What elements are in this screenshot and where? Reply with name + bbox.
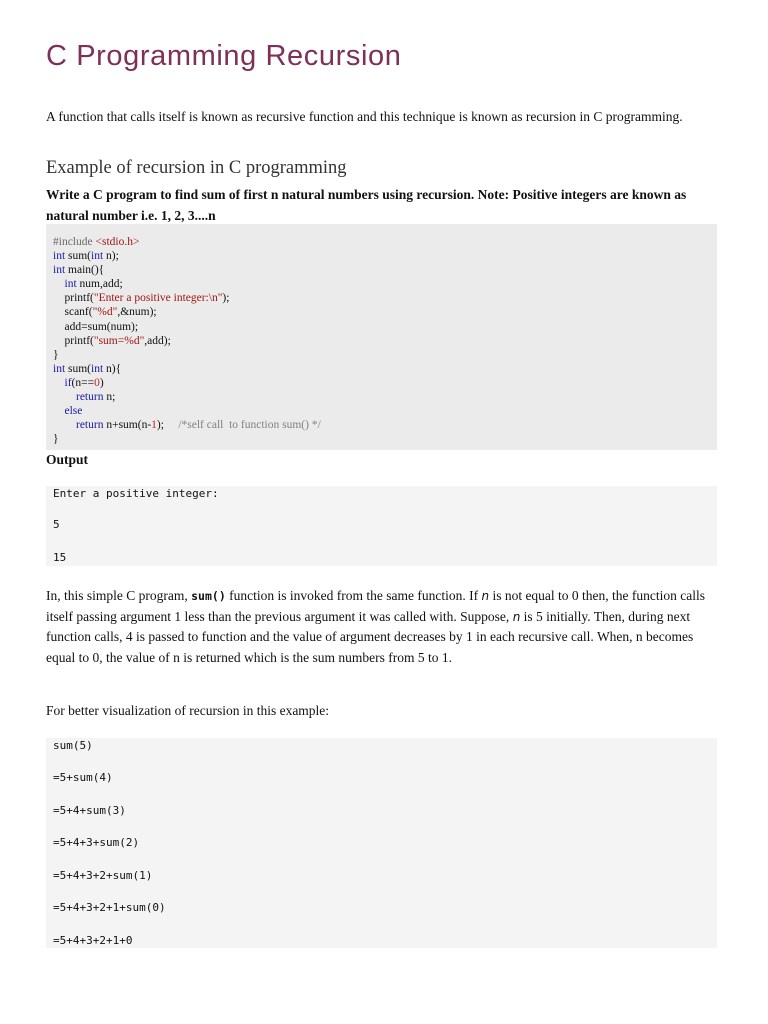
code-number: 0 [94,376,100,389]
code-text: sum( [65,250,92,263]
explanation-text: In, this simple C program, [46,588,192,603]
visualization-line: =5+4+3+2+1+0 [53,934,133,947]
variable-name: n [481,589,490,603]
code-keyword: int [91,250,104,263]
code-number: 1 [151,419,157,432]
exercise-question: Write a C program to find sum of first n natural numbers using recursion. Note: Positive integers are known as natural number i.e. 1, 2, 3....n [46,187,687,223]
code-text: add=sum(num); [64,320,139,333]
code-text: ); [156,419,164,432]
output-line: 5 [53,518,60,531]
code-keyword: if [64,376,72,389]
code-keyword: int [64,278,77,291]
visualization-line: =5+sum(4) [53,771,113,784]
code-keyword: int [53,362,66,375]
explanation-paragraph [46,586,716,669]
code-keyword: int [91,362,104,375]
code-string: "Enter a positive integer:\n" [93,292,223,305]
code-text: (n== [71,376,95,389]
include-header: <stdio.h> [95,236,140,248]
code-text: printf( [64,334,94,347]
code-keyword: return [76,391,104,404]
output-block [46,486,717,566]
code-text: main(){ [65,264,105,277]
include-directive: #include [53,236,93,248]
code-text: printf( [64,292,94,305]
explanation-text: is 5 initially. Then, during next function calls, 4 is passed to function and the value of argument decreases by 1 in each recursive call. When, n becomes equal to 0, the value of n is returned which is the sum numbers from 5 to 1. [46,608,694,666]
code-comment: /*self call to function sum() */ [178,419,321,432]
code-keyword: int [53,264,66,277]
code-text: ) [99,376,104,389]
code-keyword: else [64,405,83,418]
intro-paragraph: A function that calls itself is known as recursive function and this technique is known as recursion in C programming. [46,109,683,124]
code-string: "sum=%d" [93,334,145,347]
visualization-line: sum(5) [53,739,93,752]
code-text: ); [222,292,230,305]
visualization-label: For better visualization of recursion in this example: [46,703,330,718]
code-keyword: return [76,419,104,432]
inline-code: sum() [191,589,226,603]
code-text: n){ [103,362,122,375]
visualization-line: =5+4+3+sum(2) [53,836,140,849]
output-label: Output [46,452,89,467]
output-line: Enter a positive integer: [53,487,219,500]
visualization-line: =5+4+sum(3) [53,804,126,817]
code-text: num,add; [76,278,123,291]
code-text: } [53,433,59,446]
code-text: } [53,348,59,361]
code-string: "%d" [92,306,118,319]
code-text: ,&num); [117,306,157,319]
code-text: scanf( [64,306,93,319]
code-text: n+sum(n- [103,419,152,432]
output-line: 15 [53,551,67,564]
visualization-line: =5+4+3+2+1+sum(0) [53,901,166,914]
explanation-text: function is invoked from the same function. If [225,588,482,603]
variable-name: n [512,609,521,624]
code-block [46,224,717,450]
code-text: ,add); [144,334,171,347]
example-heading: Example of recursion in C programming [46,158,347,178]
explanation-text: is not equal to 0 then, the function calls itself passing argument 1 less than the previous argument it was called with. Suppose, [46,588,706,624]
code-text: n; [103,391,116,404]
page-title: C Programming Recursion [46,40,402,72]
source-code [53,235,321,446]
visualization-block [46,738,717,948]
code-text: sum( [65,362,92,375]
code-text: n); [103,250,119,263]
code-keyword: int [53,250,66,263]
visualization-line: =5+4+3+2+sum(1) [53,869,153,882]
